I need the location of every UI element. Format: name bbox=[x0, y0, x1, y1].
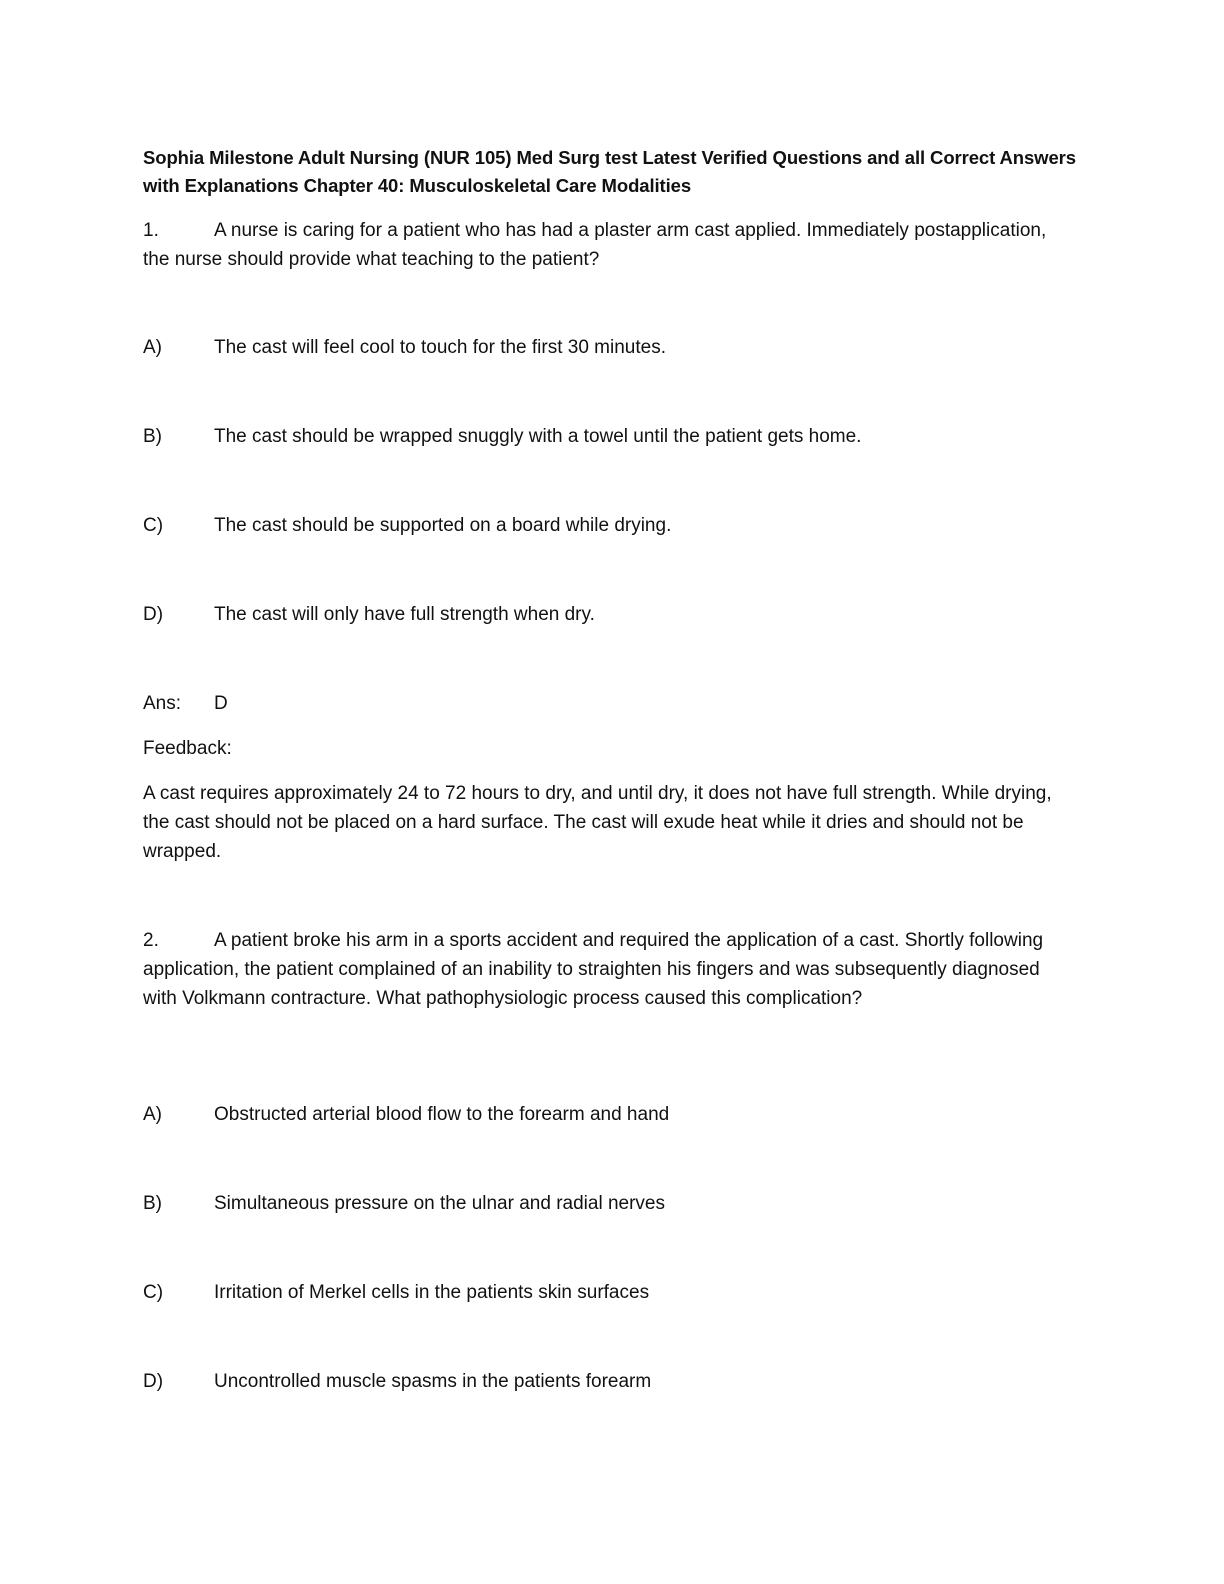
question-1-option-d-text: The cast will only have full strength when dry. bbox=[214, 604, 595, 625]
question-1-option-d-label: D) bbox=[143, 604, 164, 625]
question-1-answer-label: Ans: bbox=[143, 693, 182, 714]
question-1-option-a-text: The cast will feel cool to touch for the first 30 minutes. bbox=[214, 337, 666, 358]
question-2-option-c-text: Irritation of Merkel cells in the patients skin surfaces bbox=[214, 1282, 650, 1303]
question-1-option-b-text: The cast should be wrapped snuggly with a towel until the patient gets home. bbox=[214, 426, 862, 447]
question-2-option-d-label: D) bbox=[143, 1371, 164, 1392]
question-2-option-c-label: C) bbox=[143, 1282, 164, 1303]
question-1-feedback-text: A cast requires approximately 24 to 72 hours to dry, and until dry, it does not have full strength. While drying, the cast should not be placed on a hard surface. The cast will exude heat while it dries and should not be wrapped. bbox=[143, 783, 1052, 862]
question-1-option-b-label: B) bbox=[143, 426, 162, 447]
question-2-text: A patient broke his arm in a sports accident and required the application of a cast. Shortly following application, the patient complained of an inability to straighten his fingers and was subsequently diagnosed with Volkmann contracture. What pathophysiologic process caused this complication? bbox=[143, 930, 1044, 1009]
question-1-option-c-label: C) bbox=[143, 515, 164, 536]
question-1-number: 1. bbox=[143, 220, 159, 241]
question-2-option-d-text: Uncontrolled muscle spasms in the patients forearm bbox=[214, 1371, 652, 1392]
question-1-option-c-text: The cast should be supported on a board while drying. bbox=[214, 515, 672, 536]
question-2-number: 2. bbox=[143, 930, 159, 951]
question-2-option-a-label: A) bbox=[143, 1104, 162, 1125]
question-1-answer-value: D bbox=[214, 693, 228, 714]
question-2-option-a-text: Obstructed arterial blood flow to the forearm and hand bbox=[214, 1104, 670, 1125]
question-2-option-b-text: Simultaneous pressure on the ulnar and radial nerves bbox=[214, 1193, 665, 1214]
question-2-option-b-label: B) bbox=[143, 1193, 162, 1214]
document-title: Sophia Milestone Adult Nursing (NUR 105) Med Surg test Latest Verified Questions and all Correct Answers with Explanations Chapter 40: Musculoskeletal Care Modalities bbox=[143, 147, 1076, 196]
question-1-feedback-label: Feedback: bbox=[143, 738, 232, 759]
question-1-text: A nurse is caring for a patient who has had a plaster arm cast applied. Immediately postapplication, the nurse should provide what teaching to the patient? bbox=[143, 220, 1047, 270]
question-1-option-a-label: A) bbox=[143, 337, 162, 358]
